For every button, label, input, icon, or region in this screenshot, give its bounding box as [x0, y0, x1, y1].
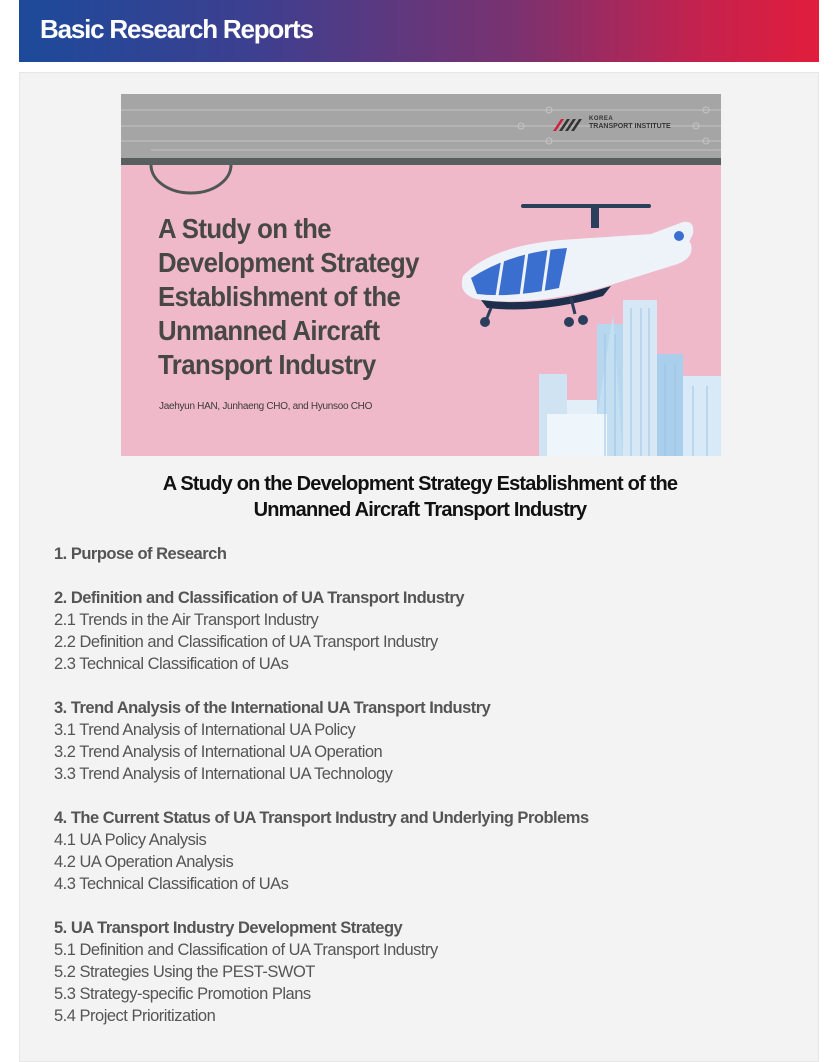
toc-item: 5.2 Strategies Using the PEST-SWOT: [54, 963, 315, 981]
report-panel: [19, 72, 819, 1062]
kti-logo-line1: KOREA: [589, 116, 614, 122]
table-of-contents: [54, 543, 794, 1049]
document-title: [20, 471, 820, 523]
kti-logo-line2: TRANSPORT INSTITUTE: [589, 123, 671, 130]
toc-item: 3.3 Trend Analysis of International UA Technology: [54, 765, 393, 783]
toc-item: 4.2 UA Operation Analysis: [54, 853, 234, 871]
cover-title-line: Development Strategy: [158, 247, 419, 278]
toc-section: [54, 807, 794, 895]
cover-title-line: Transport Industry: [158, 349, 376, 380]
document-title-line1: A Study on the Development Strategy Establishment of the: [162, 473, 678, 495]
document-title-line2: Unmanned Aircraft Transport Industry: [253, 499, 587, 521]
toc-item: 5.1 Definition and Classification of UA Transport Industry: [54, 941, 438, 959]
cover-title-line: A Study on the: [158, 213, 332, 244]
cover-title-line: Establishment of the: [158, 281, 401, 312]
cover-title-line: Unmanned Aircraft: [158, 315, 380, 346]
toc-heading: 1. Purpose of Research: [54, 545, 227, 563]
toc-heading: 3. Trend Analysis of the International UA Transport Industry: [54, 699, 491, 717]
toc-item: 2.2 Definition and Classification of UA Transport Industry: [54, 633, 438, 651]
toc-heading: 5. UA Transport Industry Development Strategy: [54, 919, 403, 937]
toc-section: [54, 917, 794, 1027]
header-title: Basic Research Reports: [40, 14, 313, 44]
toc-heading: 2. Definition and Classification of UA Transport Industry: [54, 589, 465, 607]
report-cover-image[interactable]: [121, 94, 721, 456]
cover-authors: Jaehyun HAN, Junhaeng CHO, and Hyunsoo CHO: [159, 401, 373, 412]
toc-item: 5.4 Project Prioritization: [54, 1007, 216, 1025]
toc-item: 3.1 Trend Analysis of International UA Policy: [54, 721, 356, 739]
cover-dark-stripe: [121, 158, 721, 165]
toc-section: [54, 587, 794, 675]
drone-and-city-illustration-icon: [451, 204, 721, 456]
toc-item: 3.2 Trend Analysis of International UA Operation: [54, 743, 383, 761]
toc-item: 5.3 Strategy-specific Promotion Plans: [54, 985, 311, 1003]
toc-item: 2.3 Technical Classification of UAs: [54, 655, 289, 673]
cover-title: [158, 212, 443, 382]
toc-item: 4.3 Technical Classification of UAs: [54, 875, 289, 893]
cover-circle-arc-icon: [121, 165, 261, 195]
toc-item: 2.1 Trends in the Air Transport Industry: [54, 611, 319, 629]
toc-section: [54, 543, 794, 565]
kti-logo-mark-icon: [549, 116, 587, 132]
toc-heading: 4. The Current Status of UA Transport Industry and Underlying Problems: [54, 809, 589, 827]
page-header: [19, 0, 819, 62]
toc-item: 4.1 UA Policy Analysis: [54, 831, 207, 849]
toc-section: [54, 697, 794, 785]
